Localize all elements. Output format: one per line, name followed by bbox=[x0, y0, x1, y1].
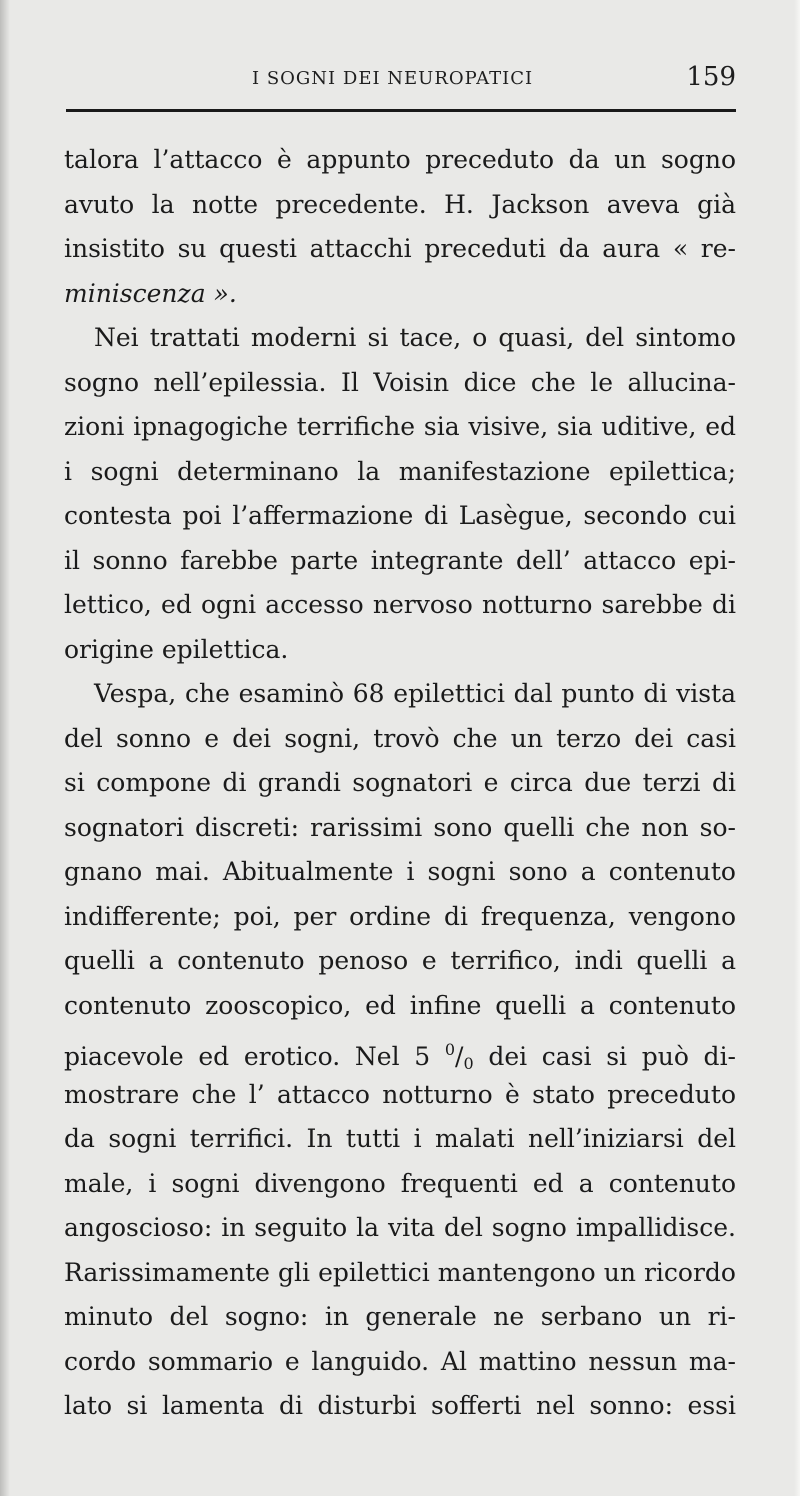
page-right-edge bbox=[794, 0, 800, 1496]
text-line: avuto la notte precedente. H. Jackson aveva già bbox=[64, 189, 736, 219]
text-line: indifferente; poi, per ordine di frequenza, vengono bbox=[64, 901, 736, 931]
running-head bbox=[66, 58, 736, 98]
percent-superscript: 0 bbox=[444, 1040, 456, 1059]
text-line: miniscenza ». bbox=[64, 278, 237, 308]
text-fragment: dei casi si può di- bbox=[473, 1042, 737, 1071]
text-line-percent bbox=[64, 1028, 736, 1073]
text-line: contenuto zooscopico, ed infine quelli a contenuto bbox=[64, 990, 736, 1020]
text-line: angoscioso: in seguito la vita del sogno impallidisce. bbox=[64, 1213, 736, 1242]
text-line: mostrare che l’ attacco notturno è stato preceduto bbox=[64, 1079, 736, 1109]
text-line: Rarissimamente gli epilettici mantengono un ricordo bbox=[64, 1257, 736, 1287]
body-text bbox=[64, 138, 736, 1429]
text-line: insistito su questi attacchi preceduti da aura « re- bbox=[64, 234, 736, 263]
percent-slash: / bbox=[455, 1042, 464, 1071]
text-line: da sogni terrifici. In tutti i malati nell’iniziarsi del bbox=[64, 1124, 736, 1153]
text-line: contesta poi l’affermazione di Lasègue, secondo cui bbox=[64, 501, 736, 530]
text-line: si compone di grandi sognatori e circa due terzi di bbox=[64, 768, 736, 797]
paragraph-start-line: Nei trattati moderni si tace, o quasi, del sintomo bbox=[94, 323, 736, 352]
page-left-edge-shadow bbox=[0, 0, 10, 1496]
text-line: il sonno farebbe parte integrante dell’ attacco epi- bbox=[64, 545, 736, 575]
header-rule bbox=[66, 109, 736, 112]
text-line: del sonno e dei sogni, trovò che un terzo dei casi bbox=[64, 723, 736, 753]
text-line: lato si lamenta di disturbi sofferti nel sonno: essi bbox=[64, 1391, 736, 1420]
text-fragment: piacevole ed erotico. Nel 5 bbox=[64, 1042, 445, 1071]
text-line: gnano mai. Abitualmente i sogni sono a contenuto bbox=[64, 857, 736, 886]
text-line: sognatori discreti: rarissimi sono quelli che non so- bbox=[64, 812, 736, 842]
text-line: origine epilettica. bbox=[64, 634, 289, 664]
text-line: quelli a contenuto penoso e terrifico, indi quelli a bbox=[64, 946, 736, 975]
text-line: lettico, ed ogni accesso nervoso notturno sarebbe di bbox=[64, 590, 736, 619]
text-line: cordo sommario e languido. Al mattino nessun ma- bbox=[64, 1346, 736, 1376]
text-line: talora l’attacco è appunto preceduto da un sogno bbox=[64, 145, 736, 174]
text-line: zioni ipnagogiche terrifiche sia visive, sia uditive, ed bbox=[64, 412, 736, 441]
running-title: I SOGNI DEI NEUROPATICI bbox=[252, 68, 534, 89]
page-number: 159 bbox=[686, 62, 736, 92]
text-line: i sogni determinano la manifestazione epilettica; bbox=[64, 456, 736, 486]
text-line: minuto del sogno: in generale ne serbano un ri- bbox=[64, 1302, 736, 1331]
text-line: sogno nell’epilessia. Il Voisin dice che le allucina- bbox=[64, 367, 736, 397]
percent-subscript: 0 bbox=[463, 1054, 474, 1073]
text-line: male, i sogni divengono frequenti ed a contenuto bbox=[64, 1168, 736, 1198]
paragraph-start-line: Vespa, che esaminò 68 epilettici dal punto di vista bbox=[94, 679, 736, 708]
